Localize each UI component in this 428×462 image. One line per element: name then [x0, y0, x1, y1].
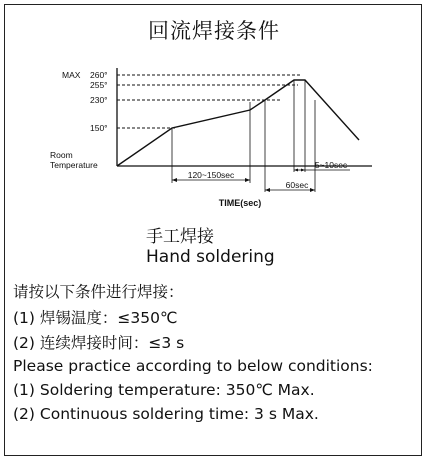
- temperature-label: Temperature: [50, 160, 98, 170]
- peak-arrow-right: [301, 169, 305, 172]
- peak-interval-label: 5~10sec: [314, 160, 348, 170]
- preheat-arrow-right: [245, 178, 250, 182]
- conditions-en-line1: (1) Soldering temperature: 350℃ Max.: [13, 381, 315, 399]
- above230-interval-label: 60sec: [285, 180, 309, 190]
- above230-arrow-right: [310, 188, 315, 192]
- conditions-en-heading: Please practice according to below conditions:: [13, 357, 373, 375]
- max-label: MAX: [62, 70, 81, 80]
- conditions-en-line2: (2) Continuous soldering time: 3 s Max.: [13, 405, 319, 423]
- reflow-profile-chart: [0, 0, 428, 215]
- tick-150: 150°: [90, 123, 108, 133]
- hand-soldering-en: Hand soldering: [146, 247, 275, 267]
- room-label: Room: [50, 150, 73, 160]
- tick-255: 255°: [90, 80, 108, 90]
- preheat-arrow-left: [172, 178, 177, 182]
- profile-curve: [117, 80, 359, 166]
- above230-arrow-left: [265, 188, 270, 192]
- conditions-cn-line2: (2) 连续焊接时间：≤3 s: [13, 334, 185, 352]
- preheat-interval-label: 120~150sec: [187, 170, 235, 180]
- peak-arrow-left: [294, 169, 298, 172]
- tick-260: 260°: [90, 70, 108, 80]
- tick-230: 230°: [90, 95, 108, 105]
- x-axis-title: TIME(sec): [218, 198, 262, 208]
- conditions-cn-heading: 请按以下条件进行焊接：: [13, 283, 184, 301]
- page-title: 回流焊接条件: [148, 19, 280, 43]
- hand-soldering-cn: 手工焊接: [146, 227, 214, 247]
- conditions-cn-line1: (1) 焊锡温度：≤350℃: [13, 309, 178, 327]
